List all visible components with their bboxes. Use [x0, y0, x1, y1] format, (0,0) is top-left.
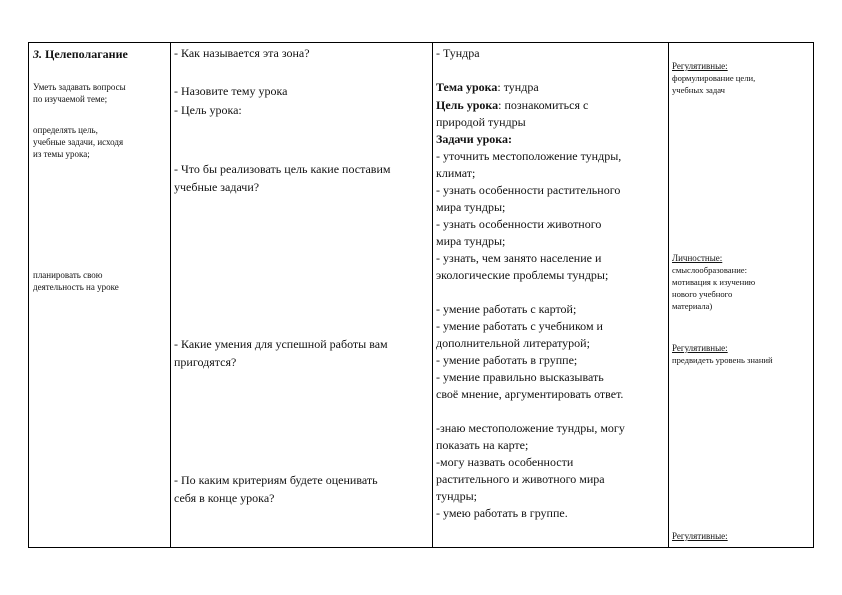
- topic-value: : тундра: [497, 80, 539, 94]
- stage-skill: из темы урока;: [33, 149, 90, 159]
- skill-line: - умение работать в группе;: [436, 353, 578, 367]
- criteria-line: -могу назвать особенности: [436, 455, 574, 469]
- question-goal: - Цель урока:: [174, 103, 242, 117]
- stage-cell: [29, 43, 170, 547]
- personal-label: Личностные:: [672, 253, 723, 263]
- answer-zone: - Тундра: [436, 46, 480, 60]
- question-topic: - Назовите тему урока: [174, 84, 288, 98]
- regulatory-item: предвидеть уровень знаний: [672, 355, 773, 365]
- lesson-goal: природой тундры: [436, 115, 526, 129]
- student-answers-cell: [432, 43, 668, 547]
- task-line: мира тундры;: [436, 200, 506, 214]
- question-tasks: учебные задачи?: [174, 180, 260, 194]
- skill-line: - умение работать с картой;: [436, 302, 577, 316]
- personal-item: мотивация к изучению: [672, 277, 756, 287]
- regulatory-item: формулирование цели,: [672, 73, 756, 83]
- stage-skill: учебные задачи, исходя: [33, 137, 124, 147]
- question-skills: пригодятся?: [174, 355, 237, 369]
- criteria-line: - умею работать в группе.: [436, 506, 568, 520]
- goal-label: Цель урока: [436, 98, 499, 112]
- task-line: - узнать особенности растительного: [436, 183, 621, 197]
- teacher-questions-cell: [170, 43, 432, 547]
- tasks-label: Задачи урока:: [436, 132, 513, 146]
- personal-item: материала): [672, 301, 713, 311]
- goal-value: : познакомиться с: [498, 98, 589, 112]
- regulatory-label: Регулятивные:: [672, 531, 728, 541]
- criteria-line: растительного и животного мира: [436, 472, 605, 486]
- regulatory-label: Регулятивные:: [672, 61, 728, 71]
- criteria-line: тундры;: [436, 489, 478, 503]
- stage-heading: [33, 47, 128, 62]
- skill-line: своё мнение, аргументировать ответ.: [436, 387, 624, 401]
- question-tasks: - Что бы реализовать цель какие поставим: [174, 162, 391, 176]
- criteria-line: показать на карте;: [436, 438, 529, 452]
- learning-actions-cell: [668, 43, 815, 547]
- lesson-topic: [436, 80, 539, 95]
- question-criteria: - По каким критериям будете оценивать: [174, 473, 378, 487]
- stage-skill: определять цель,: [33, 125, 98, 135]
- task-line: климат;: [436, 166, 476, 180]
- criteria-line: -знаю местоположение тундры, могу: [436, 421, 625, 435]
- task-line: - узнать особенности животного: [436, 217, 602, 231]
- stage-skill: Уметь задавать вопросы: [33, 82, 126, 92]
- regulatory-label: Регулятивные:: [672, 343, 728, 353]
- stage-skill: планировать свою: [33, 270, 103, 280]
- skill-line: дополнительной литературой;: [436, 336, 590, 350]
- lesson-goal: [436, 98, 588, 113]
- task-line: мира тундры;: [436, 234, 506, 248]
- task-line: - узнать, чем занято население и: [436, 251, 602, 265]
- task-line: - уточнить местоположение тундры,: [436, 149, 622, 163]
- skill-line: - умение работать с учебником и: [436, 319, 603, 333]
- question-criteria: себя в конце урока?: [174, 491, 275, 505]
- topic-label: Тема урока: [436, 80, 498, 94]
- question-zone: - Как называется эта зона?: [174, 46, 310, 60]
- regulatory-item: учебных задач: [672, 85, 725, 95]
- stage-number: 3.: [33, 47, 42, 61]
- lesson-plan-table: [28, 42, 814, 548]
- question-skills: - Какие умения для успешной работы вам: [174, 337, 388, 351]
- personal-item: нового учебного: [672, 289, 733, 299]
- personal-item: смыслообразование:: [672, 265, 748, 275]
- stage-skill: по изучаемой теме;: [33, 94, 108, 104]
- skill-line: - умение правильно высказывать: [436, 370, 604, 384]
- stage-skill: деятельность на уроке: [33, 282, 119, 292]
- task-line: экологические проблемы тундры;: [436, 268, 609, 282]
- stage-title: Целеполагание: [45, 47, 128, 61]
